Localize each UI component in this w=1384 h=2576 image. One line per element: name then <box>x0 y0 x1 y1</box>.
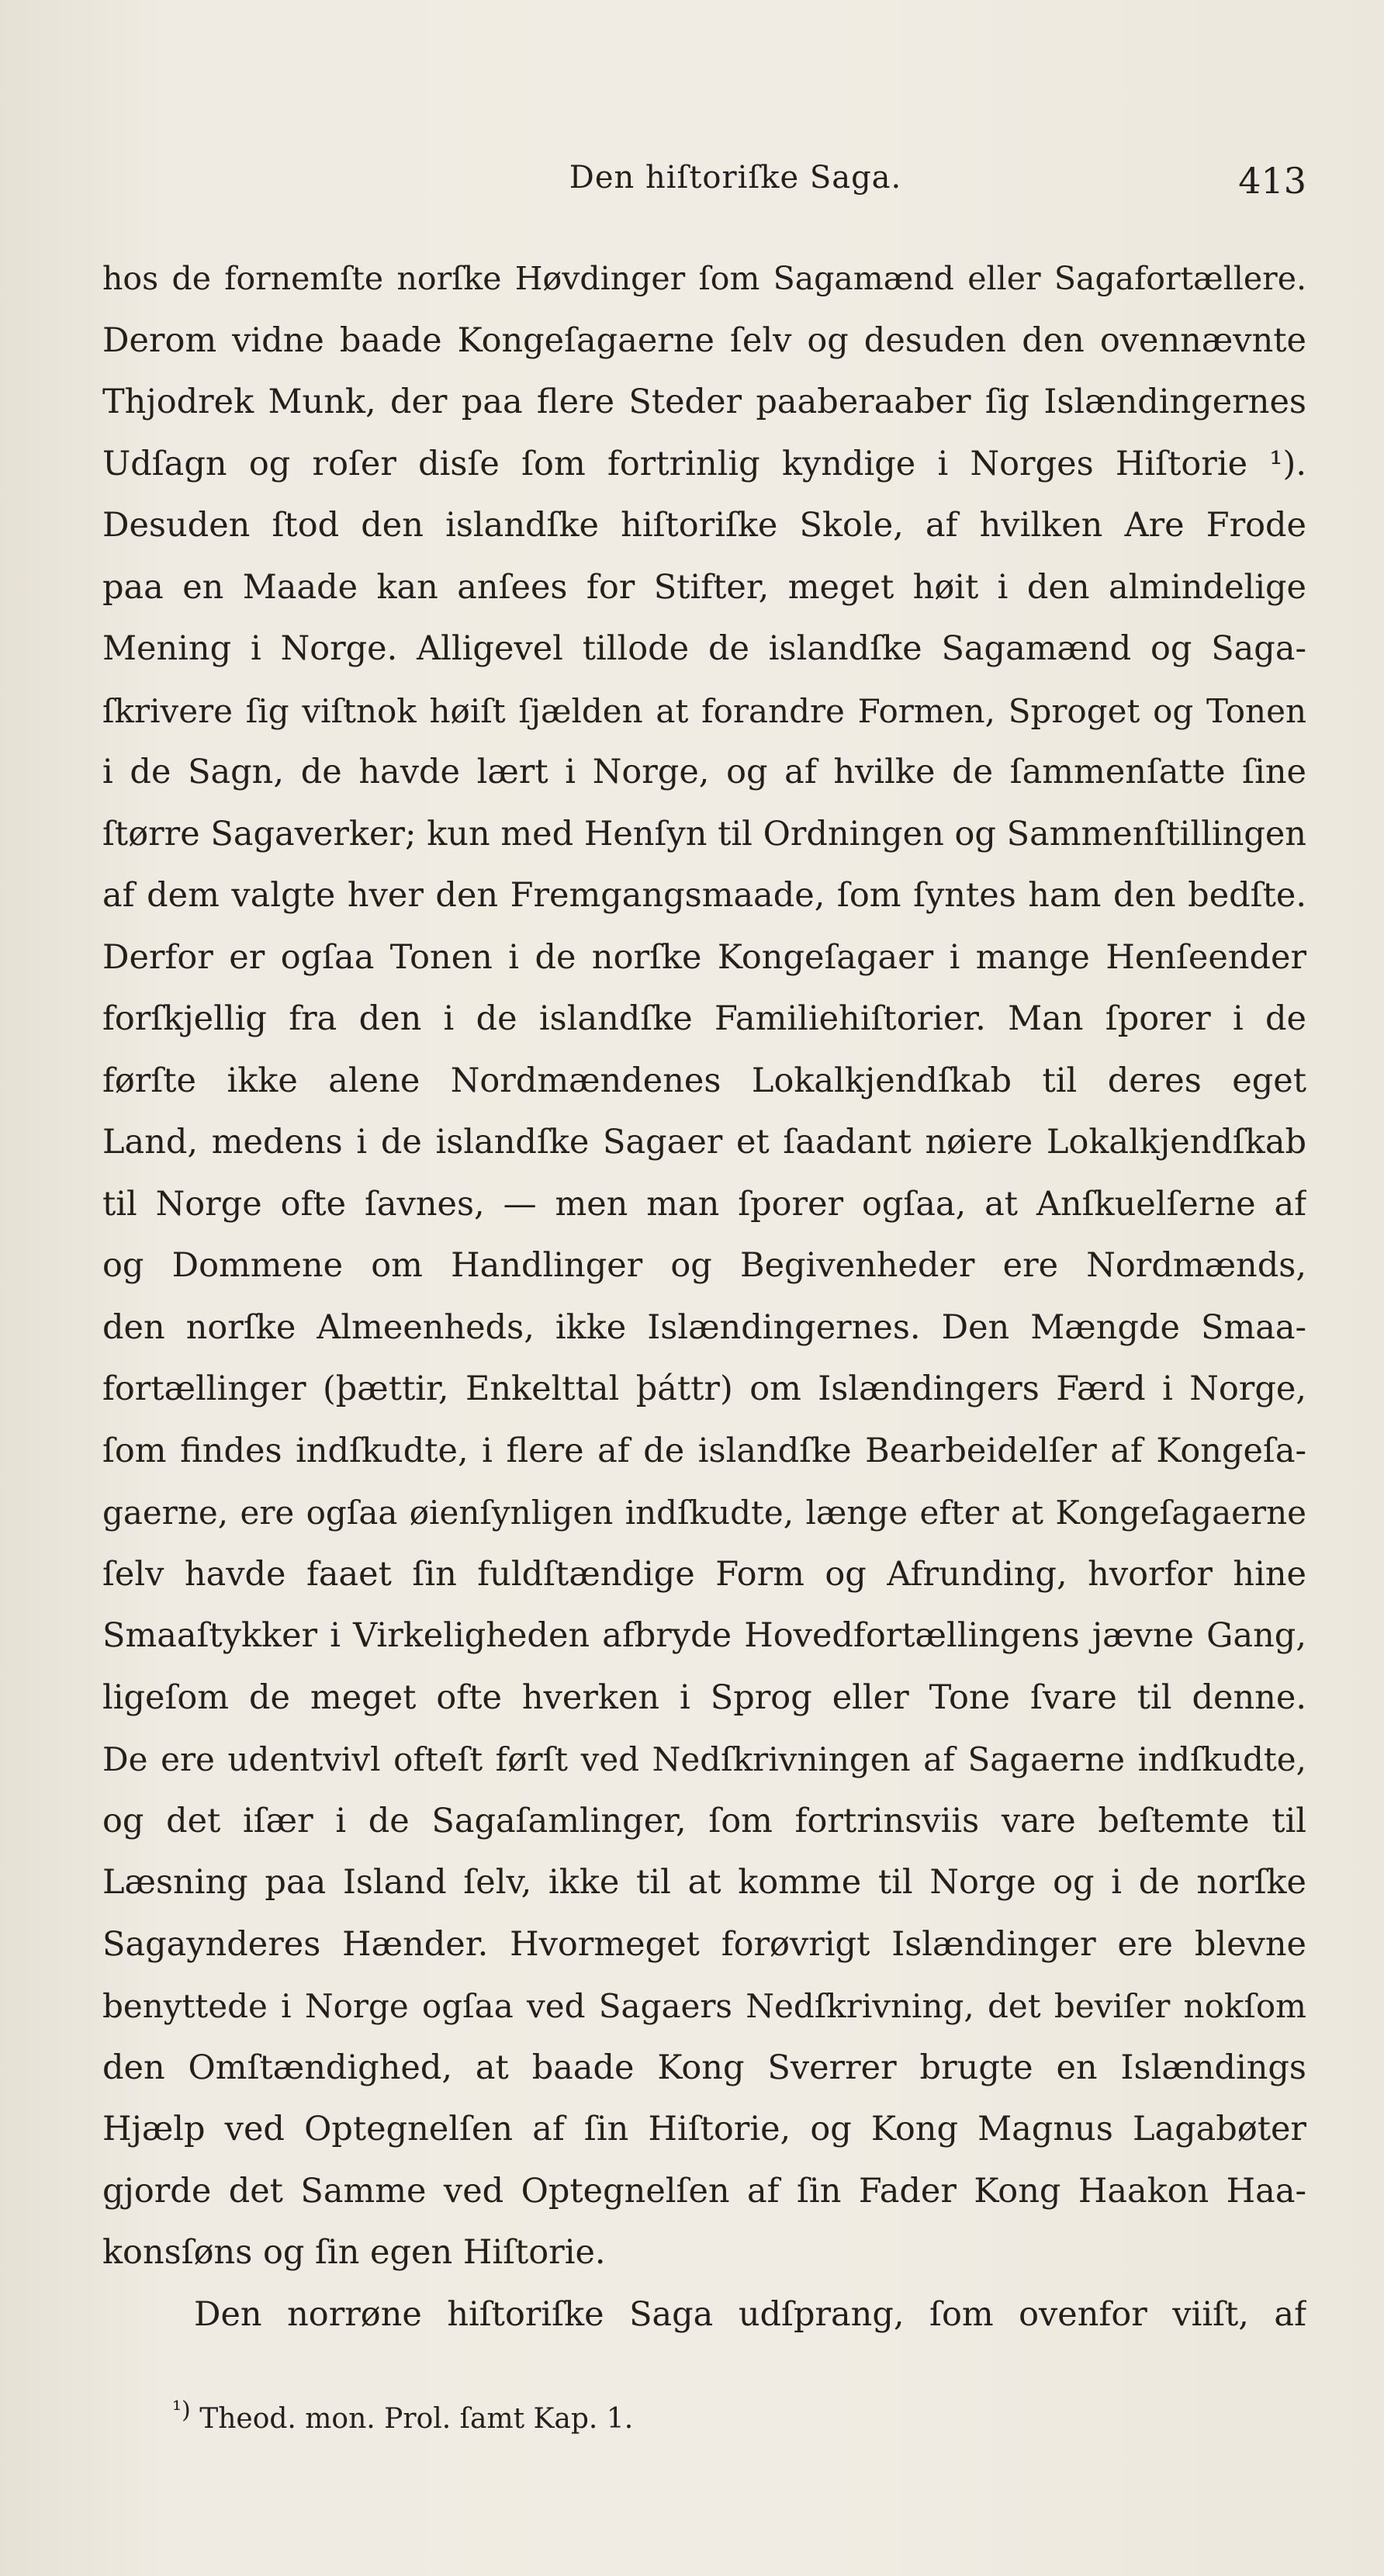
text-line: forſkjellig fra den i de islandſke Familiehiſtorier. Man ſporer i de <box>102 999 1306 1038</box>
text-line: fortællinger (þættir, Enkelttal þáttr) om Islændingers Færd i Norge, <box>102 1369 1306 1408</box>
text-line: og det iſær i de Sagaſamlinger, ſom fortrinsviis vare beſtemte til <box>102 1801 1306 1840</box>
paragraph-end-line: konsſøns og ſin egen Hiſtorie. <box>102 2233 606 2272</box>
text-line: benyttede i Norge ogſaa ved Sagaers Nedſkrivning, det beviſer nokſom <box>102 1987 1306 2025</box>
text-line: Land, medens i de islandſke Sagaer et ſaadant nøiere Lokalkjendſkab <box>102 1123 1306 1162</box>
text-line: gjorde det Samme ved Optegnelſen af ſin Fader Kong Haakon Haa- <box>102 2171 1306 2211</box>
page-number: 413 <box>1238 160 1306 202</box>
text-line: Derom vidne baade Kongeſagaerne ſelv og desuden den ovennævnte <box>102 320 1306 360</box>
page-header <box>102 160 1306 206</box>
text-line: De ere udentvivl ofteſt førſt ved Nedſkrivningen af Sagaerne indſkudte, <box>102 1740 1306 1778</box>
text-line: førſte ikke alene Nordmændenes Lokalkjendſkab til deres eget <box>102 1061 1306 1100</box>
text-line: den norſke Almeenheds, ikke Islændingernes. Den Mængde Smaa- <box>102 1307 1306 1347</box>
text-line: hos de fornemſte norſke Høvdinger ſom Sagamænd eller Sagafortællere. <box>102 260 1306 297</box>
text-line: Smaaſtykker i Virkeligheden afbryde Hovedfortællingens jævne Gang, <box>102 1616 1306 1655</box>
body-text <box>102 248 1306 2346</box>
footnote-marker: ¹) <box>172 2397 191 2424</box>
text-line: paa en Maade kan anſees for Stifter, meget høit i den almindelige <box>102 567 1306 607</box>
text-line: i de Sagn, de havde lært i Norge, og af hvilke de ſammenſatte ſine <box>102 753 1306 791</box>
text-line: gaerne, ere ogſaa øienſynligen indſkudte, længe efter at Kongeſagaerne <box>102 1494 1306 1532</box>
running-head: Den hiſtoriſke Saga. <box>569 160 902 196</box>
text-line: Udſagn og roſer disſe ſom fortrinlig kyndige i Norges Hiſtorie ¹). <box>102 444 1306 483</box>
text-line: ſom findes indſkudte, i flere af de islandſke Bearbeidelſer af Kongeſa- <box>102 1431 1306 1470</box>
text-line: Hjælp ved Optegnelſen af ſin Hiſtorie, og Kong Magnus Lagabøter <box>102 2110 1306 2148</box>
text-line: Læsning paa Island ſelv, ikke til at komme til Norge og i de norſke <box>102 1863 1306 1902</box>
paragraph-start-line: Den norrøne hiſtoriſke Saga udſprang, ſom ovenfor viiſt, af <box>194 2294 1306 2334</box>
text-line: Mening i Norge. Alligevel tillode de islandſke Sagamænd og Saga- <box>102 629 1306 668</box>
text-line: Thjodrek Munk, der paa flere Steder paaberaaber ſig Islændingernes <box>102 383 1306 421</box>
text-line: Sagaynderes Hænder. Hvormeget forøvrigt Islændinger ere blevne <box>102 1924 1306 1964</box>
text-line: af dem valgte hver den Fremgangsmaade, ſom ſyntes ham den bedſte. <box>102 876 1306 915</box>
text-line: Derfor er ogſaa Tonen i de norſke Kongeſagaer i mange Henſeender <box>102 937 1306 977</box>
text-line: ſtørre Sagaverker; kun med Henſyn til Ordningen og Sammenſtillingen <box>102 814 1306 853</box>
footnote <box>172 2391 633 2439</box>
text-line: ſkrivere ſig viſtnok høiſt ſjælden at forandre Formen, Sproget og Tonen <box>102 691 1306 730</box>
text-line: til Norge ofte ſavnes, — men man ſporer ogſaa, at Anſkuelſerne af <box>102 1184 1306 1224</box>
text-line: ligeſom de meget ofte hverken i Sprog eller Tone ſvare til denne. <box>102 1678 1306 1717</box>
footnote-text: Theod. mon. Prol. ſamt Kap. 1. <box>199 2403 634 2435</box>
text-line: og Dommene om Handlinger og Begivenheder ere Nordmænds, <box>102 1246 1306 1285</box>
text-line: Desuden ſtod den islandſke hiſtoriſke Skole, af hvilken Are Frode <box>102 506 1306 545</box>
text-line: den Omſtændighed, at baade Kong Sverrer brugte en Islændings <box>102 2048 1306 2087</box>
text-line: ſelv havde faaet ſin fuldſtændige Form og Afrunding, hvorfor hine <box>102 1554 1306 1594</box>
